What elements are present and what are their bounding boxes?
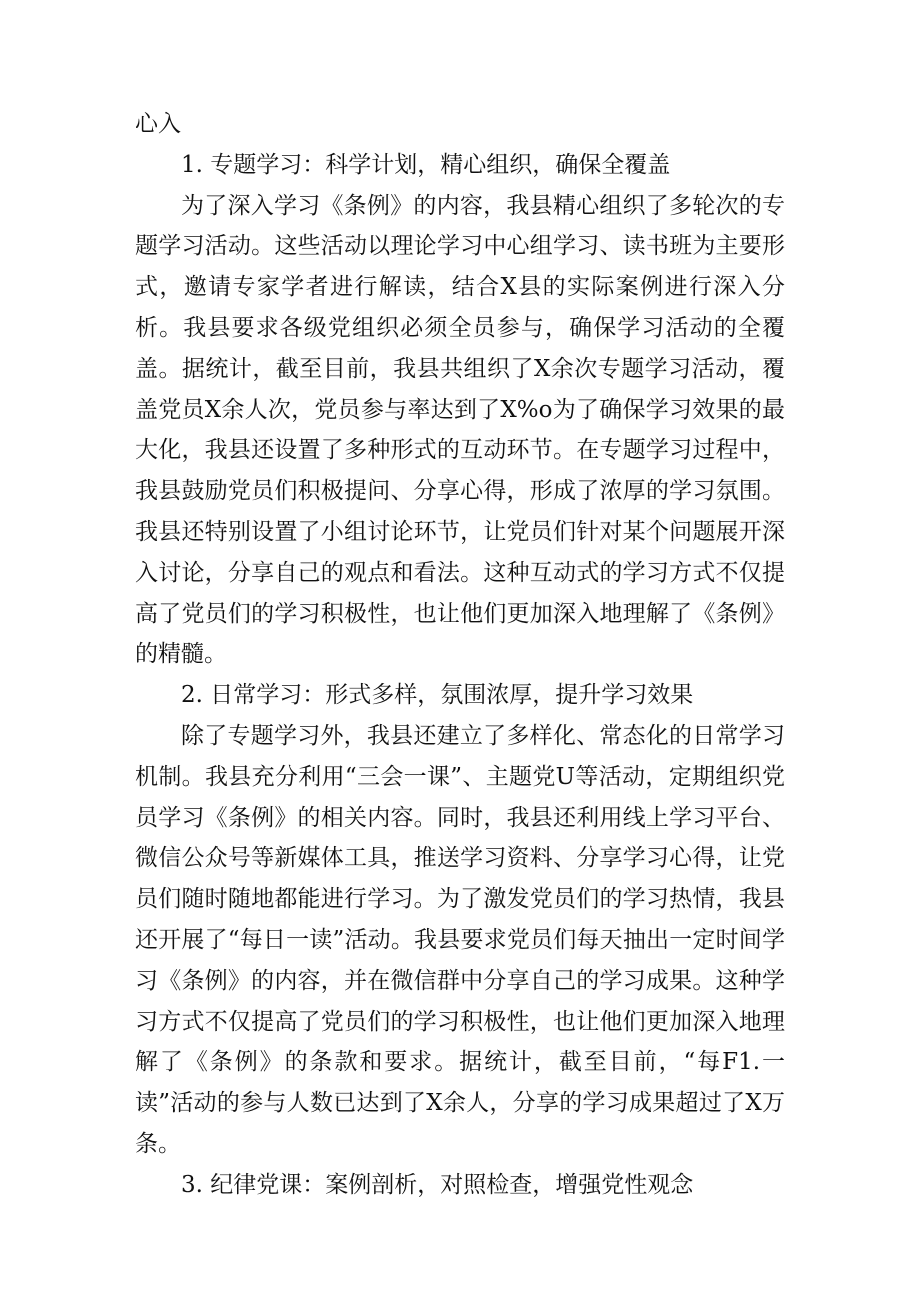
section-paragraph-1: 为了深入学习《条例》的内容，我县精心组织了多轮次的专题学习活动。这些活动以理论学习中心组学习、读书班为主要形式，邀请专家学者进行解读，结合X县的实际案例进行深入分析。我县要求各级党组织必须全员参与，确保学习活动的全覆盖。据统计，截至目前，我县共组织了X余次专题学习活动，覆盖党员X余人次，党员参与率达到了X%o为了确保学习效果的最大化，我县还设置了多种形式的互动环节。在专题学习过程中，我县鼓励党员们积极提问、分享心得，形成了浓厚的学习氛围。我县还特别设置了小组讨论环节，让党员们针对某个问题展开深入讨论，分享自己的观点和看法。这种互动式的学习方式不仅提高了党员们的学习积极性，也让他们更加深入地理解了《条例》的精髓。: [135, 192, 785, 668]
continuation-text: 心入: [135, 111, 181, 137]
document-body: [135, 104, 785, 1206]
section-heading-1: 1. 专题学习：科学计划，精心组织，确保全覆盖: [181, 151, 671, 178]
section-heading-3: 3. 纪律党课：案例剖析，对照检查，增强党性观念: [181, 1171, 694, 1198]
section-paragraph-2: 除了专题学习外，我县还建立了多样化、常态化的日常学习机制。我县充分利用“三会一课”、主题党U等活动，定期组织党员学习《条例》的相关内容。同时，我县还利用线上学习平台、微信公众号等新媒体工具，推送学习资料、分享学习心得，让党员们随时随地都能进行学习。为了激发党员们的学习热情，我县还开展了“每日一读”活动。我县要求党员们每天抽出一定时间学习《条例》的内容，并在微信群中分享自己的学习成果。这种学习方式不仅提高了党员们的学习积极性，也让他们更加深入地理解了《条例》的条款和要求。据统计，截至目前，“每F1.一读”活动的参与人数已达到了X余人，分享的学习成果超过了X万条。: [135, 722, 785, 1157]
section-heading-2: 2. 日常学习：形式多样，氛围浓厚，提升学习效果: [181, 682, 694, 709]
